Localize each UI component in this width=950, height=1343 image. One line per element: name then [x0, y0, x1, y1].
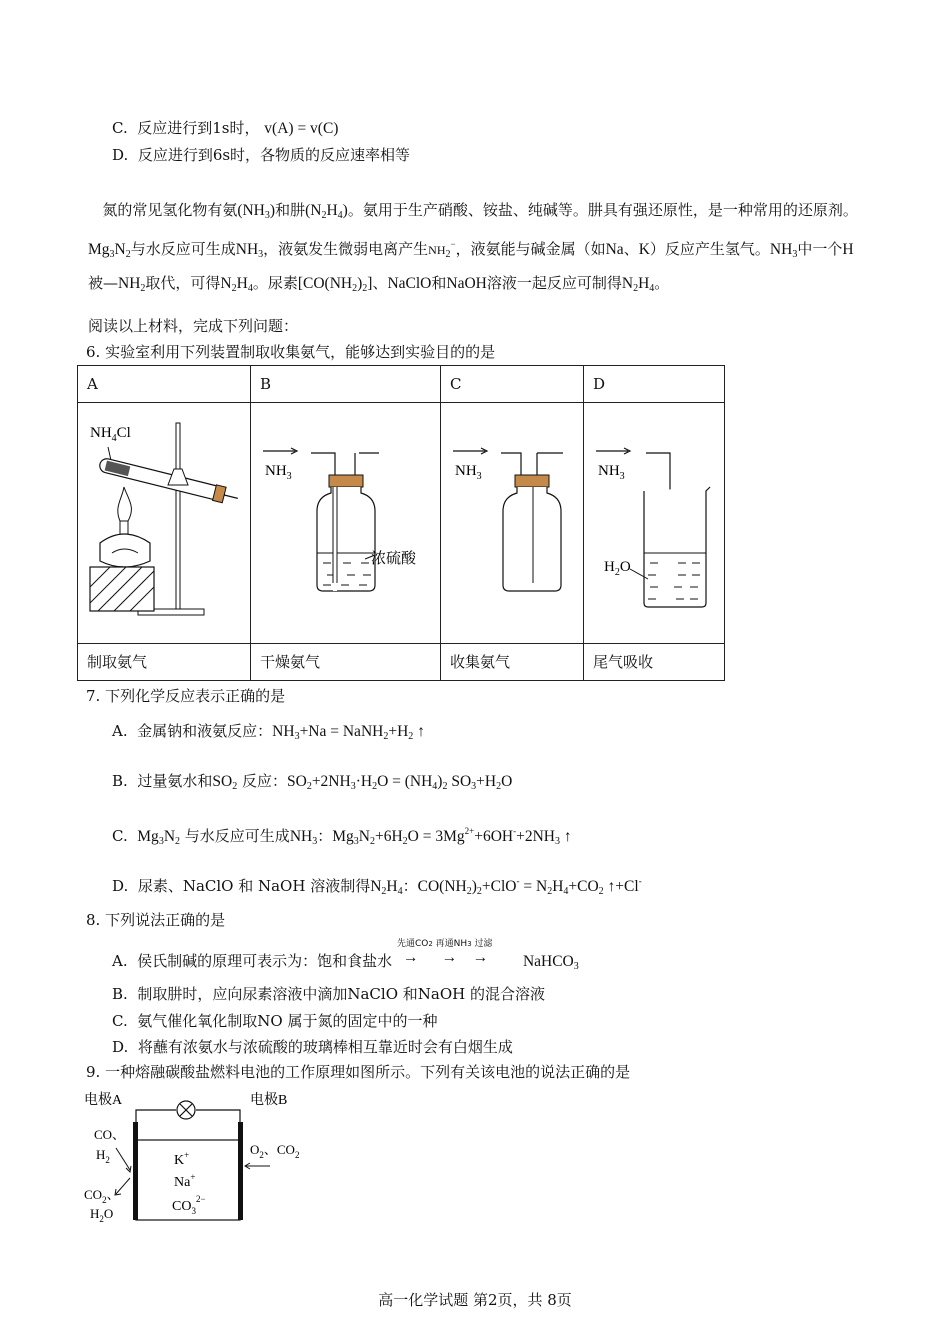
q7-stem: 7. 下列化学反应表示正确的是 [86, 687, 286, 705]
q8-arrow-conditions: 先通CO2 再通NH3 过滤 [396, 939, 493, 949]
collection-bottle-diagram [441, 403, 574, 639]
water-label: $H_2O$ [604, 559, 631, 578]
q6-figure-c [441, 403, 584, 644]
page-footer: 高一化学试题 第2页，共 8页 [378, 1291, 572, 1309]
q6-header-a: A [78, 366, 251, 403]
product-label-1: $CO_2$、 [84, 1187, 120, 1205]
q6-header-c: C [441, 366, 584, 403]
q6-caption-c: 收集氨气 [441, 644, 584, 681]
q5-option-c: C. 反应进行到1s时， v(A) = v(C) [112, 119, 339, 137]
q6-apparatus-table [77, 365, 725, 681]
passage-read-instruction: 阅读以上材料，完成下列问题： [88, 317, 299, 335]
q7-option-b: B. 过量氨水和$SO_2$ 反应：$SO_2+2NH_3\cdot H_2O = (NH_4)_2$ $SO_3+H_2O$ [112, 772, 513, 792]
q6-figure-d [584, 403, 725, 644]
q7-option-d: D. 尿素、NaClO 和 NaOH 溶液制得$N_2H_4$：$CO(NH_2)_2+ClO^- = N_2H_4+CO_2$ ↑+Cl- [112, 876, 642, 897]
oxidant-input-label: $O_2$、$CO_2$ [250, 1142, 300, 1160]
nh3-label-d: $NH_3$ [598, 463, 625, 482]
q8-option-a: A. 侯氏制碱的原理可表示为：饱和食盐水 先通CO2 再通NH3 过滤 → → → NaHCO$_3$ [112, 946, 579, 977]
q6-caption-b: 干燥氨气 [251, 644, 441, 681]
tail-gas-absorption-diagram [584, 403, 715, 639]
electrode-b-label: 电极B [250, 1093, 288, 1108]
electrode-a-label: 电极A [84, 1093, 123, 1108]
nh3-label-b: $NH_3$ [265, 463, 292, 482]
nh3-label-c: $NH_3$ [455, 463, 482, 482]
q6-caption-a: 制取氨气 [78, 644, 251, 681]
fuel-input-label-1: CO、 [94, 1127, 126, 1142]
fuel-cell-diagram [80, 1086, 340, 1228]
q6-header-d: D [584, 366, 725, 403]
nh4cl-label: $NH_4Cl$ [90, 425, 131, 444]
electrode-b [238, 1122, 243, 1220]
drying-bottle-diagram [251, 403, 431, 639]
q7-option-a: A. 金属钠和液氨反应：$NH_3+Na$ = $NaNH_2+H_2$ ↑ [112, 722, 425, 742]
q9-stem: 9. 一种熔融碳酸盐燃料电池的工作原理如图所示。下列有关该电池的说法正确的是 [86, 1063, 631, 1081]
q8-stem: 8. 下列说法正确的是 [86, 911, 226, 929]
q7-option-c: C. $Mg_3N_2$ 与水反应可生成$NH_3$：$Mg_3N_2+6H_2O = 3Mg^{2+}+6OH^-+2NH_3$ ↑ [112, 826, 572, 847]
fuel-input-label-2: $H_2$ [96, 1147, 110, 1165]
q6-figure-a [78, 403, 251, 644]
q5-option-d: D. 反应进行到6s时，各物质的反应速率相等 [112, 146, 411, 164]
carbonate-ion-label: $CO_3^{2-}$ [172, 1194, 206, 1216]
sodium-ion-label: Na+ [174, 1172, 196, 1190]
q6-header-b: B [251, 366, 441, 403]
passage: 氮的常见氢化物有氨$(NH_3)$和肼$(N_2H_4)$。氨用于生产硝酸、铵盐、纯碱等。肼具有强还原性，是一种常用的还原剂。$Mg_3N_2$与水反应可生成$NH_3$，液氨发生微弱电离产生$NH_2^-$，液氨能与碱金属（如Na、K）反应产生氢气。$NH_3$中一个H被$—NH_2$取代，可得$N_2H_4$。尿素$[CO(NH_2)_2]$、NaClO和NaOH溶液一起反应可制得$N_2H_4$。 [88, 201, 858, 294]
q6-caption-d: 尾气吸收 [584, 644, 725, 681]
q6-figure-b [251, 403, 441, 644]
ammonium-chloride-heating-diagram [78, 403, 250, 639]
sulfuric-acid-label: 浓硫酸 [371, 551, 417, 567]
electrode-a [133, 1122, 138, 1220]
product-label-2: $H_2O$ [90, 1206, 114, 1224]
potassium-ion-label: K+ [174, 1150, 190, 1168]
q6-stem: 6. 实验室利用下列装置制取收集氨气，能够达到实验目的的是 [86, 343, 496, 361]
q8-option-c: C. 氨气催化氧化制取NO 属于氮的固定中的一种 [112, 1012, 438, 1030]
q8-option-d: D. 将蘸有浓氨水与浓硫酸的玻璃棒相互靠近时会有白烟生成 [112, 1038, 513, 1056]
q8-option-b: B. 制取肼时，应向尿素溶液中滴加NaClO 和NaOH 的混合溶液 [112, 985, 545, 1003]
